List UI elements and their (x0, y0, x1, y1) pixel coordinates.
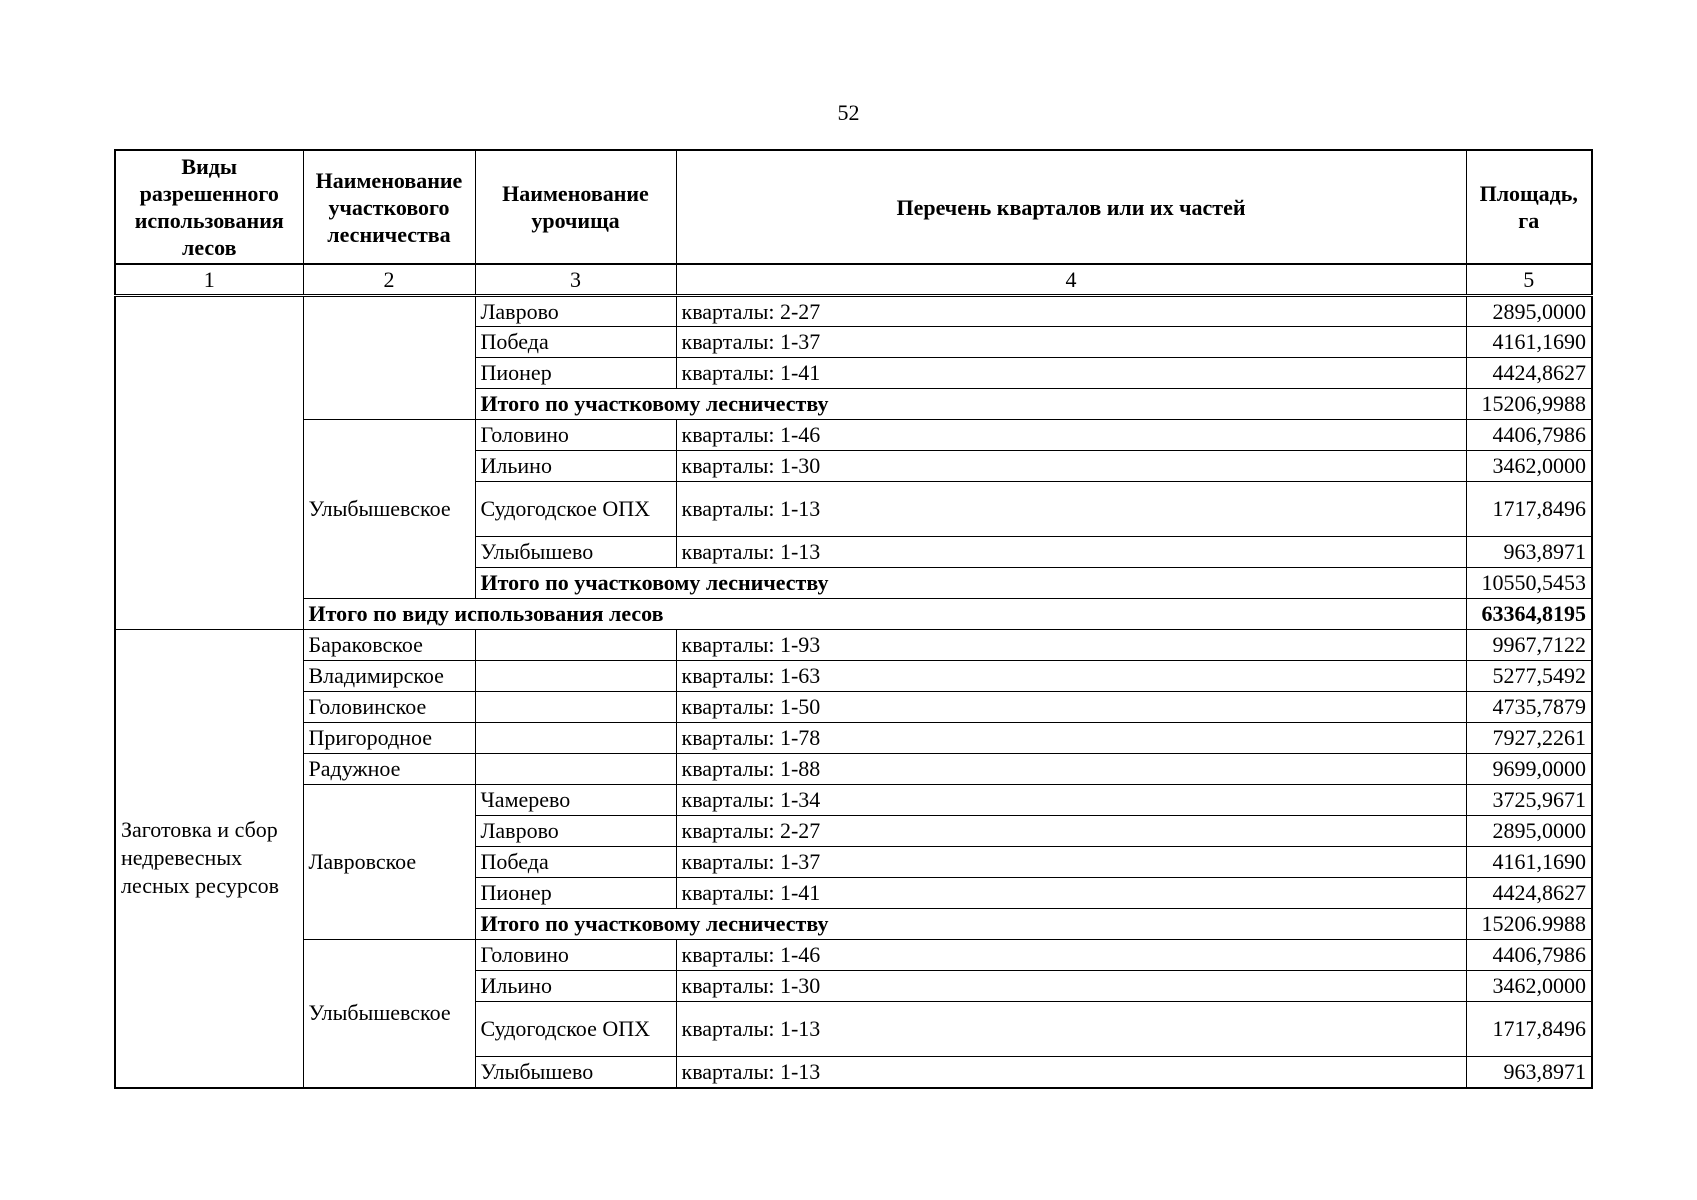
area-cell: 3462,0000 (1466, 451, 1592, 482)
tract-cell (475, 723, 676, 754)
subtotal-area: 15206.9988 (1466, 909, 1592, 940)
tract-cell: Судогодское ОПХ (475, 1002, 676, 1057)
subtotal-area: 15206,9988 (1466, 389, 1592, 420)
tract-cell: Головино (475, 420, 676, 451)
district-cell: Лавровское (303, 785, 475, 940)
tract-cell: Ильино (475, 971, 676, 1002)
table-row (115, 420, 1592, 451)
district-cell: Пригородное (303, 723, 475, 754)
quarters-cell: кварталы: 1-13 (676, 1002, 1466, 1057)
tract-cell (475, 630, 676, 661)
subtotal-label: Итого по участковому лесничеству (475, 389, 1466, 420)
area-cell: 4406,7986 (1466, 420, 1592, 451)
column-number: 2 (303, 264, 475, 296)
area-cell: 4735,7879 (1466, 692, 1592, 723)
column-number: 5 (1466, 264, 1592, 296)
district-cell: Улыбышевское (303, 420, 475, 599)
quarters-cell: кварталы: 1-88 (676, 754, 1466, 785)
quarters-cell: кварталы: 1-78 (676, 723, 1466, 754)
quarters-cell: кварталы: 1-50 (676, 692, 1466, 723)
quarters-cell: кварталы: 1-46 (676, 940, 1466, 971)
quarters-cell: кварталы: 1-13 (676, 537, 1466, 568)
area-cell: 1717,8496 (1466, 1002, 1592, 1057)
quarters-cell: кварталы: 1-34 (676, 785, 1466, 816)
tract-cell: Пионер (475, 878, 676, 909)
tract-cell: Лаврово (475, 296, 676, 327)
quarters-cell: кварталы: 1-30 (676, 971, 1466, 1002)
tract-cell: Чамерево (475, 785, 676, 816)
district-cell: Владимирское (303, 661, 475, 692)
quarters-cell: кварталы: 1-93 (676, 630, 1466, 661)
table-row (115, 754, 1592, 785)
header-area: Площадь, га (1466, 150, 1592, 264)
area-cell: 4406,7986 (1466, 940, 1592, 971)
table-row (115, 723, 1592, 754)
area-cell: 4161,1690 (1466, 847, 1592, 878)
grand-total-label: Итого по виду использования лесов (303, 599, 1466, 630)
tract-cell: Судогодское ОПХ (475, 482, 676, 537)
tract-cell (475, 661, 676, 692)
grand-total-area: 63364,8195 (1466, 599, 1592, 630)
quarters-cell: кварталы: 1-41 (676, 358, 1466, 389)
header-tract: Наименование урочища (475, 150, 676, 264)
area-cell: 5277,5492 (1466, 661, 1592, 692)
quarters-cell: кварталы: 2-27 (676, 816, 1466, 847)
page-number: 52 (837, 100, 860, 125)
quarters-cell: кварталы: 1-46 (676, 420, 1466, 451)
table-row (115, 661, 1592, 692)
area-cell: 2895,0000 (1466, 296, 1592, 327)
tract-cell: Пионер (475, 358, 676, 389)
header-district: Наименование участкового лесничества (303, 150, 475, 264)
tract-cell: Победа (475, 327, 676, 358)
header-quarters: Перечень кварталов или их частей (676, 150, 1466, 264)
quarters-cell: кварталы: 1-13 (676, 1057, 1466, 1088)
subtotal-area: 10550,5453 (1466, 568, 1592, 599)
area-cell: 7927,2261 (1466, 723, 1592, 754)
tract-cell (475, 754, 676, 785)
table-row (115, 785, 1592, 816)
district-cell: Улыбышевское (303, 940, 475, 1088)
quarters-cell: кварталы: 1-30 (676, 451, 1466, 482)
area-cell: 4424,8627 (1466, 878, 1592, 909)
table-row (115, 630, 1592, 661)
subtotal-label: Итого по участковому лесничеству (475, 909, 1466, 940)
district-cell-empty (303, 296, 475, 420)
table-row (115, 940, 1592, 971)
quarters-cell: кварталы: 2-27 (676, 296, 1466, 327)
table-header-row (115, 150, 1592, 264)
subtotal-label: Итого по участковому лесничеству (475, 568, 1466, 599)
quarters-cell: кварталы: 1-37 (676, 327, 1466, 358)
area-cell: 963,8971 (1466, 537, 1592, 568)
quarters-cell: кварталы: 1-41 (676, 878, 1466, 909)
column-number: 1 (115, 264, 303, 296)
tract-cell (475, 692, 676, 723)
quarters-cell: кварталы: 1-13 (676, 482, 1466, 537)
tract-cell: Лаврово (475, 816, 676, 847)
area-cell: 4424,8627 (1466, 358, 1592, 389)
area-cell: 9967,7122 (1466, 630, 1592, 661)
column-number-row (115, 264, 1592, 296)
tract-cell: Победа (475, 847, 676, 878)
header-use-type: Виды разрешенного использования лесов (115, 150, 303, 264)
area-cell: 4161,1690 (1466, 327, 1592, 358)
district-cell: Головинское (303, 692, 475, 723)
table-row (115, 692, 1592, 723)
tract-cell: Ильино (475, 451, 676, 482)
area-cell: 2895,0000 (1466, 816, 1592, 847)
area-cell: 3462,0000 (1466, 971, 1592, 1002)
table-row (115, 296, 1592, 327)
column-number: 3 (475, 264, 676, 296)
grand-total-row (115, 599, 1592, 630)
tract-cell: Улыбышево (475, 537, 676, 568)
area-cell: 9699,0000 (1466, 754, 1592, 785)
column-number: 4 (676, 264, 1466, 296)
district-cell: Бараковское (303, 630, 475, 661)
quarters-cell: кварталы: 1-37 (676, 847, 1466, 878)
district-cell: Радужное (303, 754, 475, 785)
use-type-cell: Заготовка и сбор недревесных лесных ресурсов (115, 630, 303, 1088)
forest-use-table (114, 149, 1593, 1089)
area-cell: 1717,8496 (1466, 482, 1592, 537)
area-cell: 3725,9671 (1466, 785, 1592, 816)
use-type-cell-empty (115, 296, 303, 630)
tract-cell: Головино (475, 940, 676, 971)
area-cell: 963,8971 (1466, 1057, 1592, 1088)
tract-cell: Улыбышево (475, 1057, 676, 1088)
quarters-cell: кварталы: 1-63 (676, 661, 1466, 692)
